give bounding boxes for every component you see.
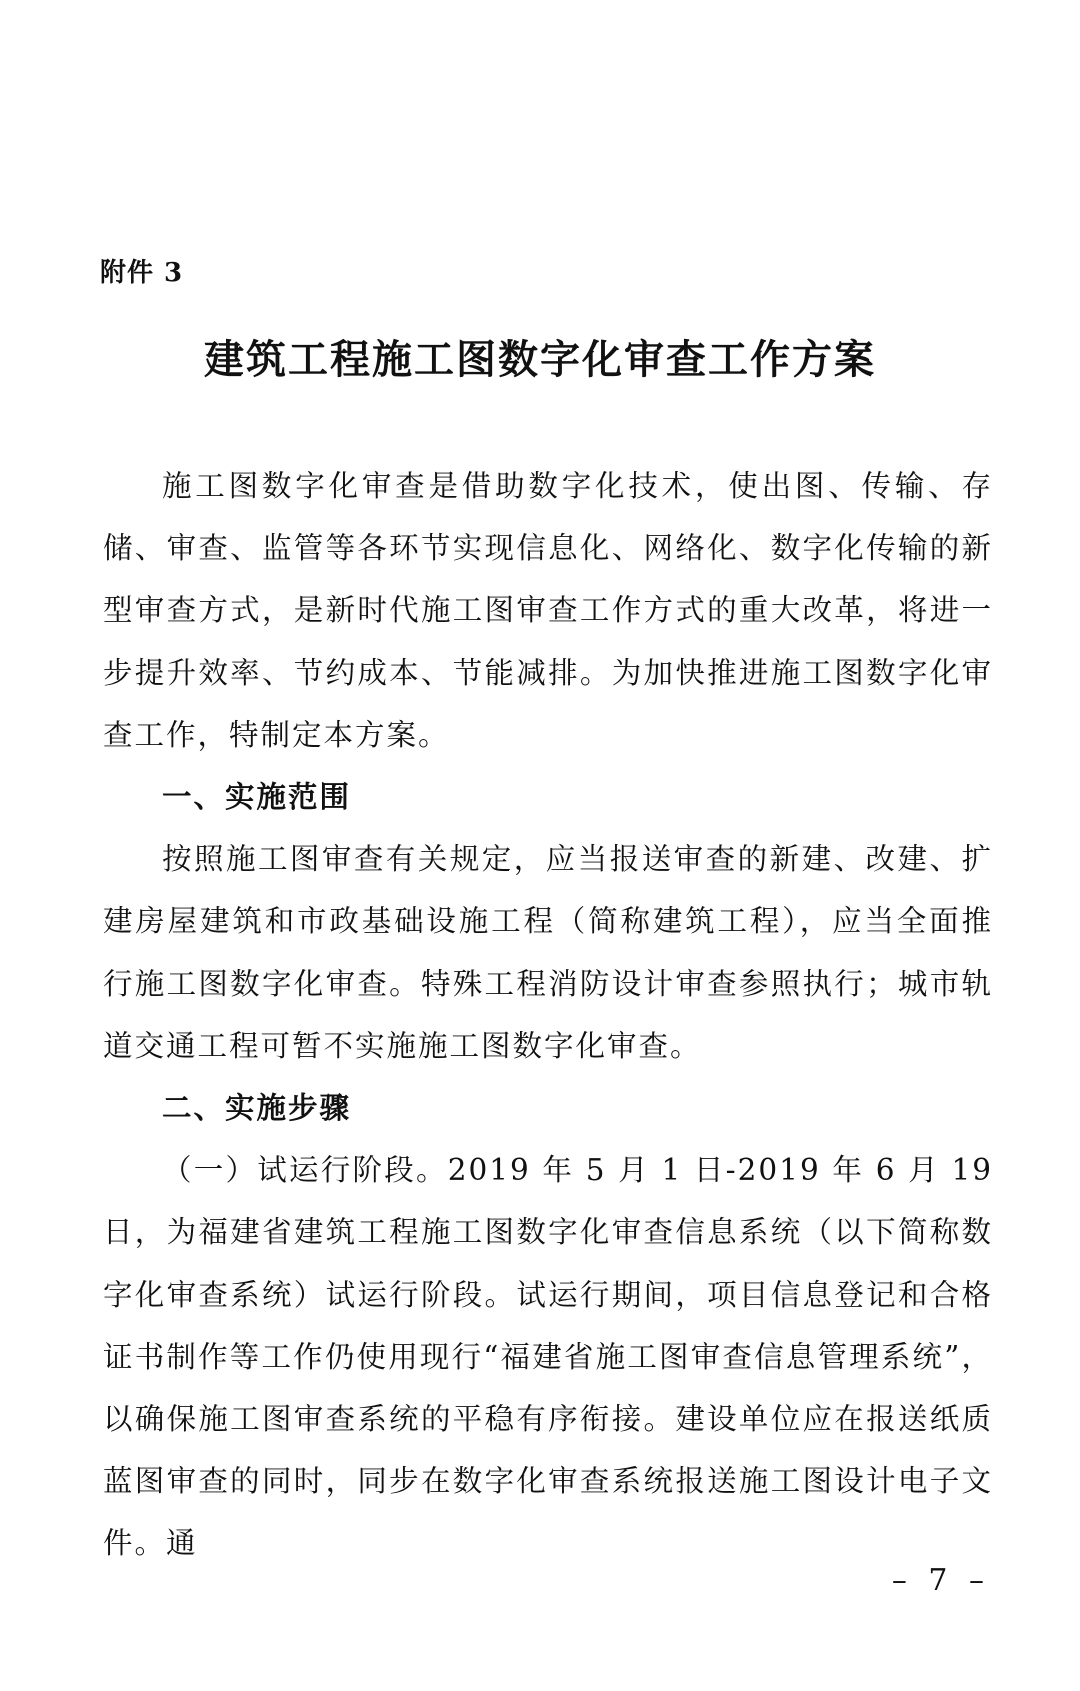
document-body: [103, 455, 993, 1575]
scope-paragraph: 按照施工图审查有关规定，应当报送审查的新建、改建、扩建房屋建筑和市政基础设施工程（简称建筑工程），应当全面推行施工图数字化审查。特殊工程消防设计审查参照执行；城市轨道交通工程可暂不实施施工图数字化审查。: [103, 842, 993, 1063]
section-heading-steps: 二、实施步骤: [162, 1090, 352, 1126]
steps-paragraph: （一）试运行阶段。2019 年 5 月 1 日-2019 年 6 月 19 日，为福建省建筑工程施工图数字化审查信息系统（以下简称数字化审查系统）试运行阶段。试运行期间，项目信息登记和合格证书制作等工作仍使用现行“福建省施工图审查信息管理系统”，以确保施工图审查系统的平稳有序衔接。建设单位应在报送纸质蓝图审查的同时，同步在数字化审查系统报送施工图设计电子文件。通: [103, 1153, 993, 1561]
intro-paragraph: 施工图数字化审查是借助数字化技术，使出图、传输、存储、审查、监管等各环节实现信息化、网络化、数字化传输的新型审查方式，是新时代施工图审查工作方式的重大改革，将进一步提升效率、节约成本、节能减排。为加快推进施工图数字化审查工作，特制定本方案。: [103, 469, 993, 752]
document-title: 建筑工程施工图数字化审查工作方案: [204, 336, 876, 383]
page-number: – 7 –: [891, 1563, 990, 1598]
attachment-label: 附件 3: [100, 258, 184, 288]
section-heading-scope: 一、实施范围: [162, 779, 352, 815]
